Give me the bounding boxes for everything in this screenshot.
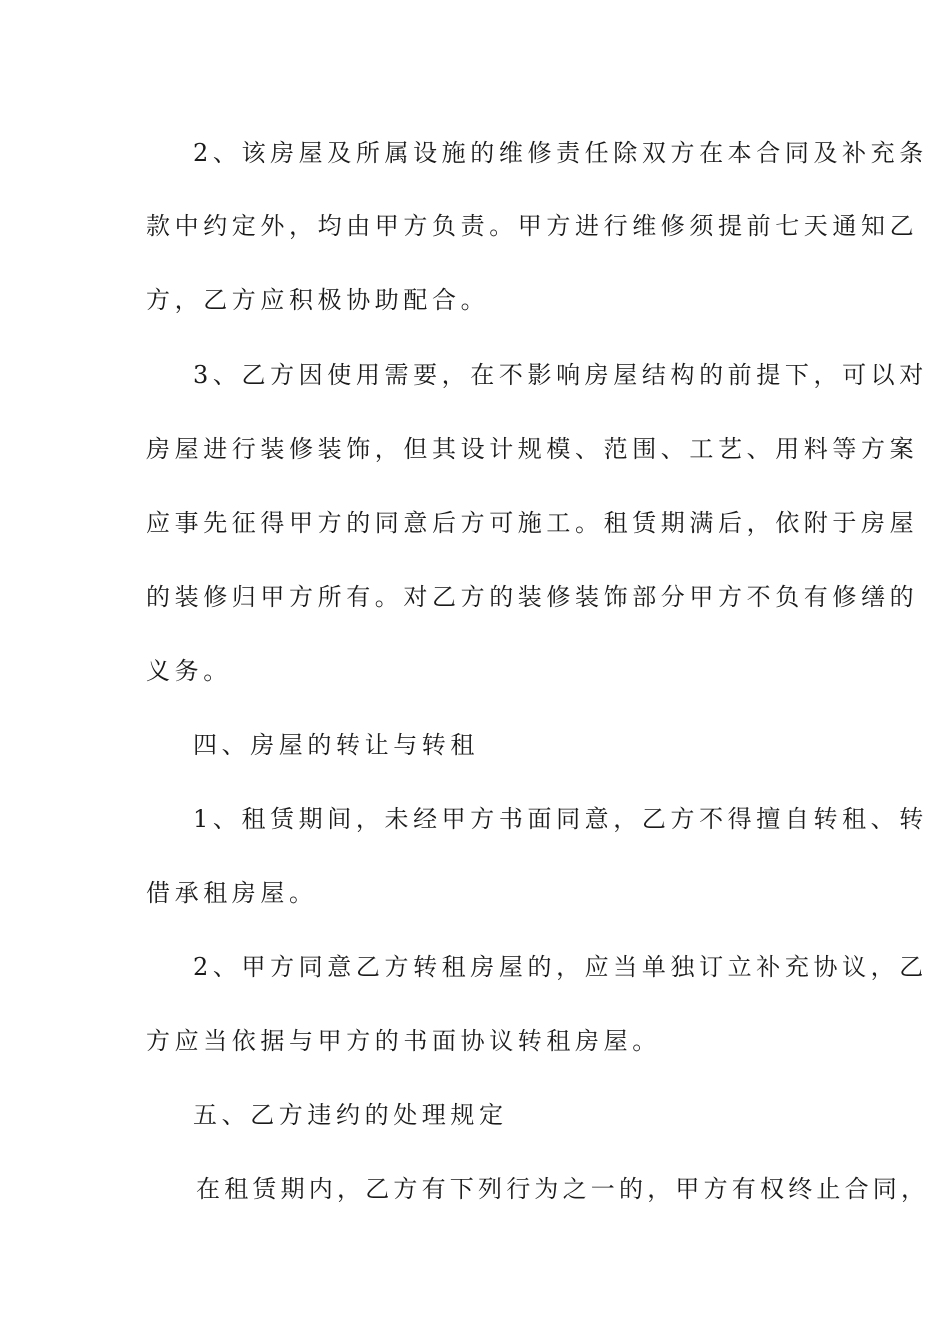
paragraph-line: 方应当依据与甲方的书面协议转租房屋。 — [146, 1027, 661, 1055]
paragraph-line: 1、租赁期间，未经甲方书面同意，乙方不得擅自转租、转 — [193, 805, 928, 833]
paragraph-line: 的装修归甲方所有。对乙方的装修装饰部分甲方不负有修缮的 — [146, 583, 919, 611]
paragraph-line: 款中约定外，均由甲方负责。甲方进行维修须提前七天通知乙 — [146, 212, 919, 240]
paragraph-line: 房屋进行装修装饰，但其设计规模、范围、工艺、用料等方案 — [146, 435, 919, 463]
paragraph-line: 3、乙方因使用需要，在不影响房屋结构的前提下，可以对 — [193, 361, 928, 389]
section-heading: 四、房屋的转让与转租 — [193, 731, 479, 759]
paragraph-line: 方，乙方应积极协助配合。 — [146, 286, 490, 314]
paragraph-line: 借承租房屋。 — [146, 879, 318, 907]
paragraph-line: 2、该房屋及所属设施的维修责任除双方在本合同及补充条 — [193, 139, 928, 167]
paragraph-line: 应事先征得甲方的同意后方可施工。租赁期满后，依附于房屋 — [146, 509, 919, 537]
paragraph-line: 2、甲方同意乙方转租房屋的，应当单独订立补充协议，乙 — [193, 953, 928, 981]
section-heading: 五、乙方违约的处理规定 — [193, 1101, 508, 1129]
paragraph-line: 义务。 — [146, 657, 232, 685]
paragraph-line: 在租赁期内，乙方有下列行为之一的，甲方有权终止合同， — [196, 1175, 930, 1203]
